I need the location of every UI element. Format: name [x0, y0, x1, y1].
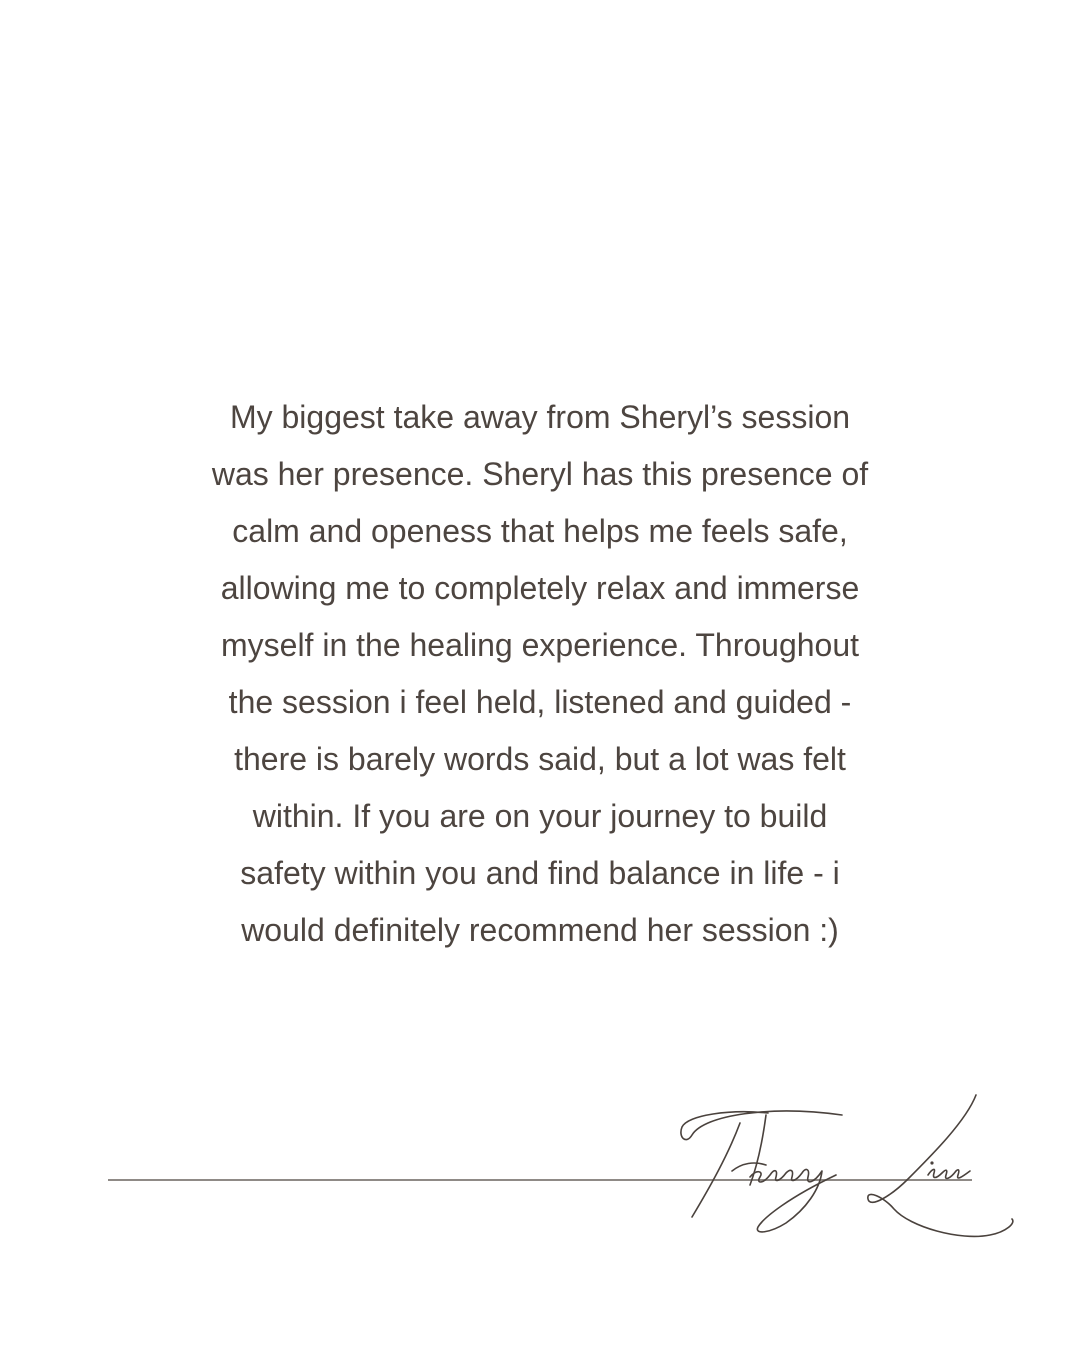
quote-line-9: safety within you and find balance in life - i — [240, 855, 840, 891]
testimonial-quote — [140, 389, 940, 959]
quote-line-5: myself in the healing experience. Throughout — [220, 627, 860, 663]
quote-line-2: was her presence. Sheryl has this presence of — [211, 456, 869, 492]
quote-line-6: the session i feel held, listened and guided - — [228, 684, 852, 720]
quote-line-4: allowing me to completely relax and immerse — [220, 570, 860, 606]
quote-line-10: would definitely recommend her session :) — [241, 912, 839, 948]
quote-line-1: My biggest take away from Sheryl’s session — [229, 399, 851, 435]
signature-handwriting — [670, 1085, 1030, 1255]
quote-line-8: within. If you are on your journey to build — [252, 798, 828, 834]
quote-line-7: there is barely words said, but a lot was felt — [234, 741, 846, 777]
quote-line-3: calm and openess that helps me feels safe, — [232, 513, 848, 549]
